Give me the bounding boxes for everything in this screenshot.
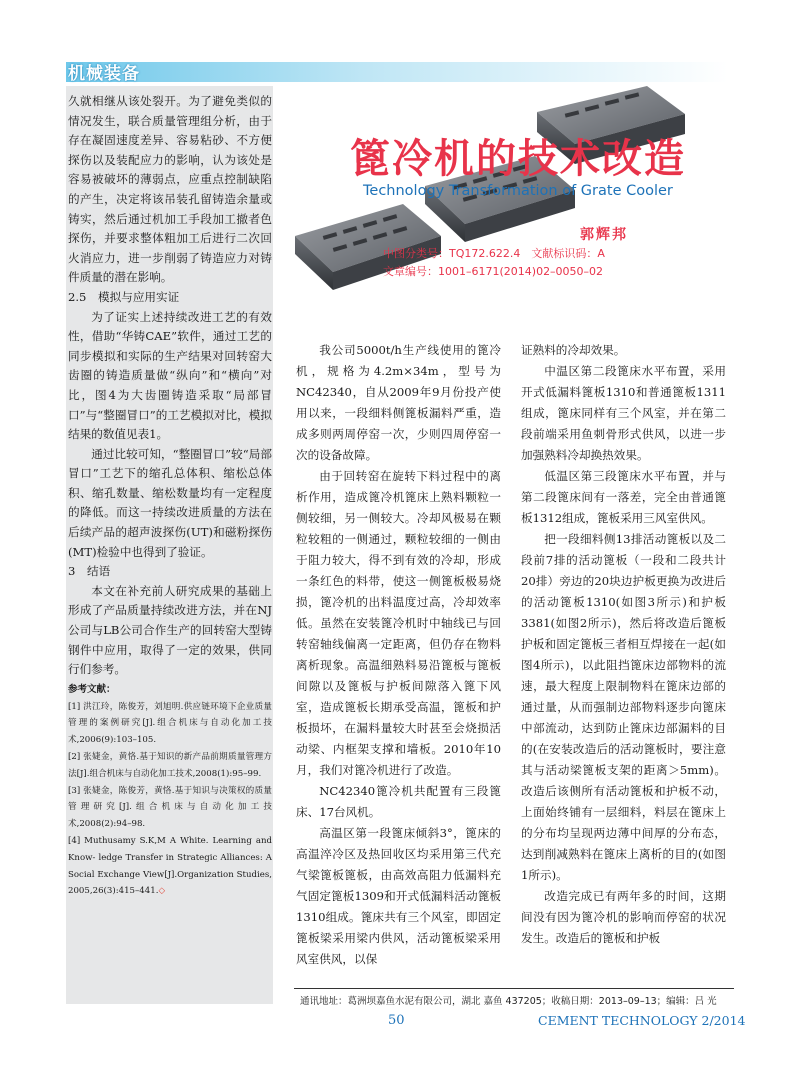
right-paragraph-3: 低温区第三段篦床水平布置，并与第二段篦床间有一落差，完全由普通篦板1312组成，篦板采用三风室供风。	[521, 469, 726, 525]
right-paragraph-1: 证熟料的冷却效果。	[521, 343, 626, 357]
middle-paragraph-3: NC42340篦冷机共配置有三段篦床、17台风机。	[296, 784, 501, 819]
left-paragraph-2: 为了证实上述持续改进工艺的有效性，借助“华铸CAE”软件，通过工艺的同步模拟和实际的生产结果对回转窑大齿圈的铸造质量做“纵向”和“横向”对比，图4为大齿圈铸造采取“局部冒口”与“整圈冒口”的工艺模拟对比，模拟结果的数值见表1。	[68, 309, 272, 442]
section-heading-2-5: 2.5 模拟与应用实证	[68, 289, 180, 304]
middle-paragraph-2: 由于回转窑在旋转下料过程中的离析作用，造成篦冷机篦床上熟料颗粒一侧较细，另一侧较大。冷却风极易在颗粒较粗的一侧通过，颗粒较细的一侧由于阻力较大，得不到有效的冷却，形成一条红色的料带，使这一侧篦板极易烧损，篦冷机的出料温度过高，冷却效率低。虽然在安装篦冷机时中轴线已与回转窑轴线偏离一定距离，但仍存在物料离析现象。高温细熟料易沿篦板与篦板间隙以及篦板与护板间隙落入篦下风室，造成篦板长期承受高温，篦板和护板损坏，在漏料量较大时甚至会烧损活动梁、内框架支撑和墙板。2010年10月，我们对篦冷机进行了改造。	[296, 469, 501, 777]
grate-plates-illustration	[275, 86, 745, 334]
left-paragraph-4: 本文在补充前人研究成果的基础上形成了产品质量持续改进方法，并在NJ公司与LB公司合作生产的回转窑大型铸钢件中应用，取得了一定的效果，供同行们参考。	[68, 583, 272, 677]
right-paragraph-5: 改造完成已有两年多的时间，这期间没有因为篦冷机的影响而停窑的状况发生。改造后的篦板和护板	[521, 889, 726, 945]
page-number: 50	[388, 1013, 405, 1028]
footer-divider	[294, 988, 734, 989]
right-paragraph-4: 把一段细料侧13排活动篦板以及二段前7排的活动篦板（一段和二段共计20排）旁边的20块边护板更换为改进后的活动篦板1310(如图3所示)和护板3381(如图2所示)，然后将改造后篦板护板和固定篦板三者相互焊接在一起(如图4所示)，以此阻挡篦床边部物料的流速，最大程度上限制物料在篦床边部的通过量，从而强制边部物料逐步向篦床中部流动，达到防止篦床边部漏料的目的(在安装改造后的活动篦板时，要注意其与活动梁篦板支架的距离＞5mm)。改造后该侧所有活动篦板和护板不动，上面始终铺有一层细料，料层在篦床上的分布均呈现两边薄中间厚的分布态，达到削减熟料在篦床上离析的目的(如图1所示)。	[521, 532, 726, 882]
footer-note: 通讯地址：葛洲坝嘉鱼水泥有限公司，湖北 嘉鱼 437205；收稿日期：2013–09–13；编辑：吕 光	[300, 996, 717, 1007]
right-paragraph-2: 中温区第二段篦床水平布置，采用开式低漏料篦板1310和普通篦板1311组成，篦床同样有三个风室，并在第二段前端采用鱼刺骨形式供风，以进一步加强熟料冷却换热效果。	[521, 364, 726, 462]
reference-item: [1] 洪江玲，陈俊芳，刘旭明.供应链环境下企业质量管理的案例研究[J].组合机床与自动化加工技术,2006(9):103–105.	[68, 701, 272, 746]
reference-item	[68, 833, 272, 900]
middle-paragraph-4: 高温区第一段篦床倾斜3°，篦床的高温淬冷区及热回收区均采用第三代充气梁篦板篦板，由高效高阻力低漏料充气固定篦板1309和开式低漏料活动篦板1310组成。篦床共有三个风室，即固定篦板梁采用梁内供风，活动篦板梁采用风室供风，以保	[296, 826, 501, 966]
article-title-en: Technology Transformation of Grate Cooler	[363, 183, 673, 199]
classification-line: 中图分类号：TQ172.622.4 文献标识码：A	[383, 247, 605, 260]
article-number-line: 文章编号：1001–6171(2014)02–0050–02	[383, 265, 604, 278]
reference-item-text: [4] Muthusamy S.K,M A White. Learning and Know- ledge Transfer in Strategic Alliances: A Social Exchange View[J].Organization Studies, 2005,26(3):415–441.	[68, 835, 272, 897]
middle-paragraph-1: 我公司5000t/h生产线使用的篦冷机，规格为4.2m×34m，型号为NC42340，自从2009年9月份投产使用以来，一段细料侧篦板漏料严重，造成多则两周停窑一次，少则四周停窑一次的设备故障。	[296, 343, 501, 462]
left-paragraph-3: 通过比较可知，“整圈冒口”较“局部冒口”工艺下的缩孔总体积、缩松总体积、缩孔数量、缩松数量均有一定程度的降低。而这一持续改进质量的方法在后续产品的超声波探伤(UT)和磁粉探伤(MT)检验中也得到了验证。	[68, 446, 272, 559]
left-column	[66, 86, 273, 1004]
article-title-cn: 篦冷机的技术改造	[350, 136, 686, 182]
article-author: 郭辉邦	[580, 227, 628, 243]
left-paragraph-1: 久就相继从该处裂开。为了避免类似的情况发生，联合质量管理组分析，由于存在凝固速度差异、容易粘砂、不方便探伤以及装配应力的影响，认为该处是容易被破坏的薄弱点，应重点控制缺陷的产生，决定将该吊装孔留铸造余量或铸实，然后通过机加工手段加工撤者色探伤，并要求整体粗加工后进行二次回火消应力，进一步削弱了铸造应力对铸件质量的潜在影响。	[68, 94, 272, 285]
middle-column	[296, 340, 501, 970]
reference-item: [3] 张婕金，陈俊芳，黄恪.基于知识与决策权的质量管理研究[J].组合机床与自动化加工技术,2008(2):94–98.	[68, 785, 272, 830]
references-title: 参考文献：	[68, 683, 116, 695]
journal-name: CEMENT TECHNOLOGY 2/2014	[538, 1013, 746, 1028]
reference-item: [2] 张婕金，黄恪.基于知识的新产品前期质量管理方法[J].组合机床与自动化加工技术,2008(1):95–99.	[68, 752, 272, 779]
references	[68, 682, 272, 900]
right-column	[521, 340, 726, 949]
section-heading-3: 3 结语	[68, 564, 111, 579]
end-mark-icon: ◇	[158, 886, 166, 897]
section-tag: 机械装备	[68, 64, 140, 84]
header-bar	[66, 62, 728, 82]
